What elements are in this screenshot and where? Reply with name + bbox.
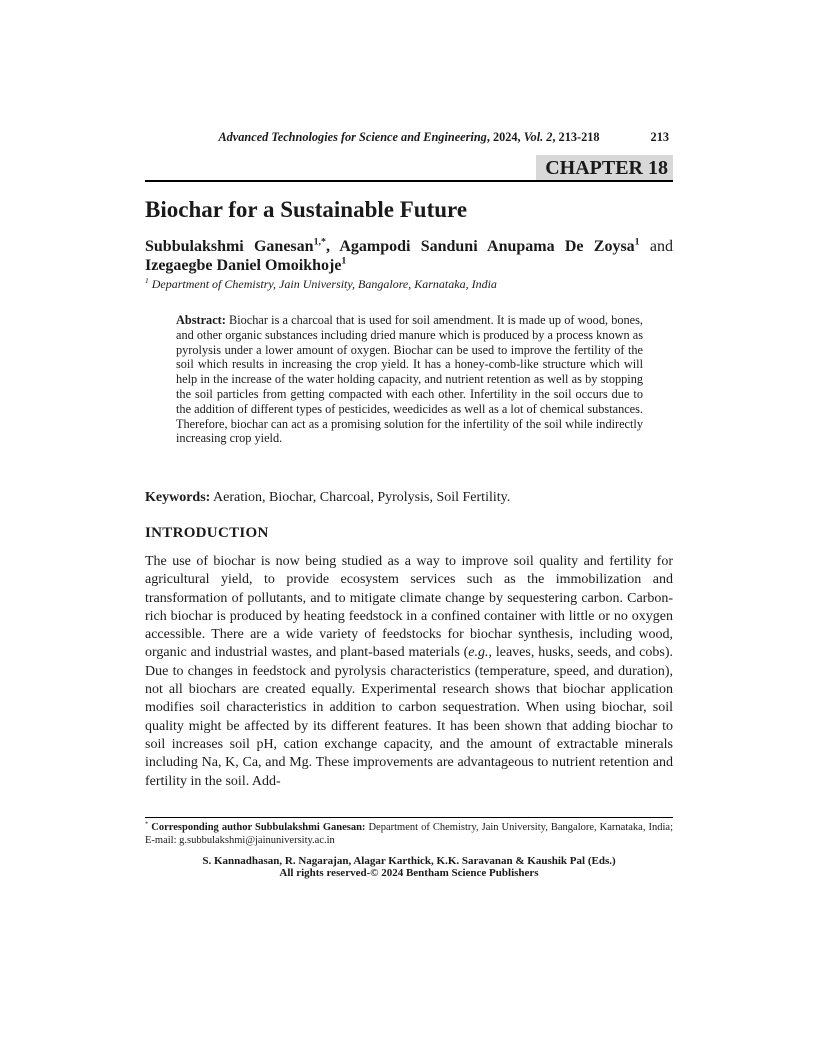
introduction-paragraph bbox=[145, 553, 673, 791]
abstract bbox=[176, 313, 643, 446]
section-heading-introduction: INTRODUCTION bbox=[145, 525, 269, 541]
abstract-text: Biochar is a charcoal that is used for soil amendment. It is made up of wood, bones, and other organic substances including dried manure which is produced by a process known as pyrolysis under a lower amount of oxygen. Biochar can be used to improve the fertility of the soil which results in increasing the crop yield. It has a honey-comb-like structure which will help in the increase of the water holding capacity, and nutrient retention as well as by stopping the soil particles from getting compacted with each other. Infertility in the soil occurs due to the addition of different types of pesticides, weedicides as well as a lot of chemical substances. Therefore, biochar can act as a promising solution for the infertility of the soil while indirectly increasing crop yield. bbox=[176, 313, 643, 446]
affiliation-mark: 1 bbox=[145, 276, 149, 285]
author-affiliation-mark-1: 1,* bbox=[313, 236, 326, 248]
author-name-1: Subbulakshmi Ganesan bbox=[145, 238, 314, 255]
author-name-3: Izegaegbe Daniel Omoikhoje bbox=[145, 257, 342, 274]
authors-line-1 bbox=[145, 237, 673, 256]
book-title: Advanced Technologies for Science and Engineering bbox=[218, 130, 487, 144]
authors-conjunction: and bbox=[639, 238, 673, 255]
imprint-editors: S. Kannadhasan, R. Nagarajan, Alagar Karthick, K.K. Saravanan & Kaushik Pal (Eds.) bbox=[202, 855, 616, 867]
citation-pages: , 213-218 bbox=[552, 130, 600, 144]
introduction-text-1: The use of biochar is now being studied as a way to improve soil quality and fertility for agricultural yield, to provide ecosystem services such as the immobilization and transformation of pollutants, and to mitigate climate change by sequestering carbon. Carbon-rich biochar is produced by heating feedstock in a confined container with little or no oxygen accessible. There are a wide variety of feedstocks for biochar synthesis, including wood, organic and industrial wastes, and plant-based materials ( bbox=[145, 554, 673, 661]
author-name-2: , Agampodi Sanduni Anupama De Zoysa bbox=[325, 238, 635, 255]
running-head-citation bbox=[145, 130, 673, 145]
footnote-text: Department of Chemistry, Jain University, Bangalore, Karnataka, India; E-mail: g.subbulakshmi@jainuniversity.ac.in bbox=[145, 822, 673, 846]
running-head bbox=[145, 130, 673, 145]
introduction-eg-italic: e.g. bbox=[468, 645, 489, 661]
affiliation bbox=[145, 277, 673, 292]
page-number: 213 bbox=[650, 130, 669, 144]
chapter-badge: CHAPTER 18 bbox=[536, 155, 673, 182]
affiliation-text: Department of Chemistry, Jain University, Bangalore, Karnataka, India bbox=[148, 277, 497, 291]
citation-year: , 2024, bbox=[486, 130, 524, 144]
keywords-text: Aeration, Biochar, Charcoal, Pyrolysis, Soil Fertility. bbox=[210, 490, 511, 505]
keywords-label: Keywords: bbox=[145, 490, 211, 505]
publisher-imprint bbox=[145, 856, 673, 880]
citation-volume: Vol. 2 bbox=[523, 130, 553, 144]
footnote-marker: * bbox=[145, 820, 149, 828]
footnote-divider bbox=[145, 817, 673, 818]
keywords bbox=[145, 489, 673, 506]
header-divider bbox=[145, 180, 673, 182]
author-affiliation-mark-3: 1 bbox=[341, 255, 347, 267]
authors-line-2 bbox=[145, 256, 673, 275]
introduction-text-2: , leaves, husks, seeds, and cobs). Due to changes in feedstock and pyrolysis characteristics (temperature, speed, and duration), not all biochars are created equally. Experimental research shows that biochar application modifies soil characteristics in addition to carbon sequestration. When using biochar, soil quality might be affected by its different features. It has been shown that adding biochar to soil increases soil pH, cation exchange capacity, and the amount of extractable minerals including Na, K, Ca, and Mg. These improvements are advantageous to nutrient retention and fertility in the soil. Add- bbox=[145, 645, 673, 789]
authors-block bbox=[145, 237, 673, 275]
chapter-title: Biochar for a Sustainable Future bbox=[145, 197, 468, 222]
imprint-rights: All rights reserved-© 2024 Bentham Science Publishers bbox=[279, 866, 539, 879]
footnote-label: Corresponding author Subbulakshmi Ganesan: bbox=[148, 822, 366, 833]
corresponding-author-footnote bbox=[145, 821, 673, 847]
abstract-label: Abstract: bbox=[176, 313, 226, 327]
author-affiliation-mark-2: 1 bbox=[634, 236, 640, 248]
